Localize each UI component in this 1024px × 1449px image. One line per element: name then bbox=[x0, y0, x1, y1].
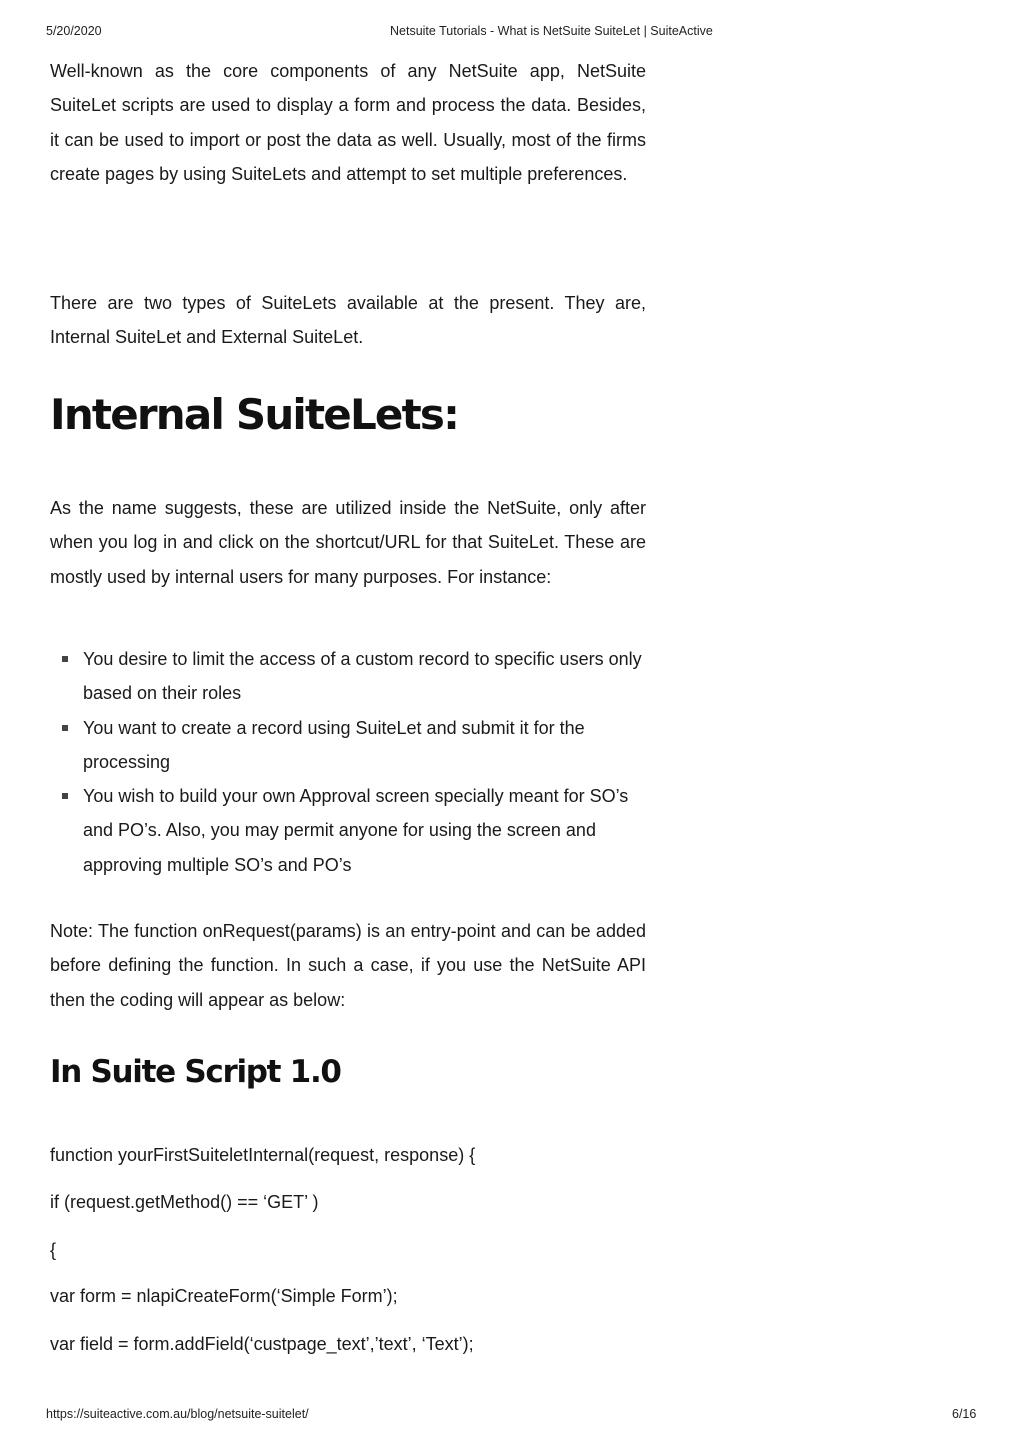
code-line: function yourFirstSuiteletInternal(request, response) { bbox=[50, 1145, 476, 1165]
list-item bbox=[50, 642, 646, 711]
square-bullet-icon bbox=[62, 656, 68, 662]
code-line: if (request.getMethod() == ‘GET’ ) bbox=[50, 1192, 319, 1212]
suite-script-heading: In Suite Script 1.0 bbox=[50, 1054, 341, 1090]
code-line: var field = form.addField(‘custpage_text’,’text’, ‘Text’); bbox=[50, 1334, 474, 1354]
list-item bbox=[50, 779, 646, 882]
list-item-text: You want to create a record using SuiteLet and submit it for the processing bbox=[83, 717, 585, 772]
square-bullet-icon bbox=[62, 793, 68, 799]
list-item-text: You wish to build your own Approval screen specially meant for SO’s and PO’s. Also, you may permit anyone for using the screen and approving multiple SO’s and PO’s bbox=[83, 786, 629, 875]
internal-paragraph: As the name suggests, these are utilized inside the NetSuite, only after when you log in and click on the shortcut/URL for that SuiteLet. These are mostly used by internal users for many purposes. For instance: bbox=[50, 498, 646, 587]
print-title: Netsuite Tutorials - What is NetSuite SuiteLet | SuiteActive bbox=[390, 24, 713, 38]
types-paragraph: There are two types of SuiteLets available at the present. They are, Internal SuiteLet and External SuiteLet. bbox=[50, 293, 646, 348]
print-header bbox=[0, 24, 1024, 44]
page-url: https://suiteactive.com.au/blog/netsuite-suitelet/ bbox=[46, 1407, 309, 1421]
square-bullet-icon bbox=[62, 725, 68, 731]
page-number: 6/16 bbox=[952, 1407, 977, 1421]
print-footer bbox=[0, 1407, 1024, 1427]
use-case-list bbox=[50, 642, 646, 882]
note-paragraph: Note: The function onRequest(params) is an entry-point and can be added before defining the function. In such a case, if you use the NetSuite API then the coding will appear as below: bbox=[50, 921, 646, 1010]
intro-paragraph: Well-known as the core components of any NetSuite app, NetSuite SuiteLet scripts are used to display a form and process the data. Besides, it can be used to import or post the data as well. Usually, most of the firms create pages by using SuiteLets and attempt to set multiple preferences. bbox=[50, 61, 646, 184]
print-date: 5/20/2020 bbox=[46, 24, 102, 38]
internal-suitelets-heading: Internal SuiteLets: bbox=[50, 390, 459, 439]
code-line: { bbox=[50, 1240, 57, 1260]
list-item-text: You desire to limit the access of a custom record to specific users only based on their roles bbox=[83, 649, 642, 704]
list-item bbox=[50, 711, 646, 780]
code-line: var form = nlapiCreateForm(‘Simple Form’); bbox=[50, 1286, 398, 1306]
